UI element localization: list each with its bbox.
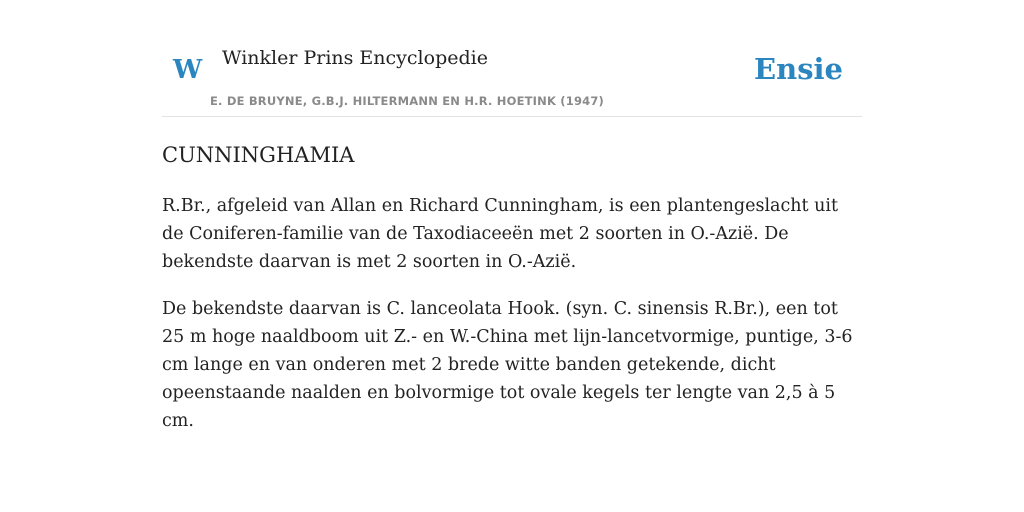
encyclopedia-authors: E. DE BRUYNE, G.B.J. HILTERMANN EN H.R. HOETINK (1947)	[210, 94, 605, 108]
winkler-prins-logo[interactable]: W	[173, 55, 203, 85]
entry-paragraph-1: R.Br., afgeleid van Allan en Richard Cunningham, is een plantengeslacht uit de Coniferen-familie van de Taxodiaceeën met 2 soorten in O.-Azië. De bekendste daarvan is met 2 soorten in O.-Azië.	[162, 196, 839, 272]
article-page	[162, 0, 862, 431]
entry-paragraph-2: De bekendste daarvan is C. lanceolata Hook. (syn. C. sinensis R.Br.), een tot 25 m hoge naaldboom uit Z.- en W.-China met lijn-lancetvormige, puntige, 3-6 cm lange en van onderen met 2 brede witte banden getekende, dicht opeenstaande naalden en bolvormige tot ovale kegels ter lengte van 2,5 à 5 cm.	[162, 299, 853, 431]
encyclopedia-title[interactable]: Winkler Prins Encyclopedie	[222, 47, 488, 69]
encyclopedia-header	[162, 0, 862, 117]
entry-title: CUNNINGHAMIA	[162, 143, 355, 167]
ensie-brand-logo[interactable]: Ensie	[754, 52, 843, 86]
